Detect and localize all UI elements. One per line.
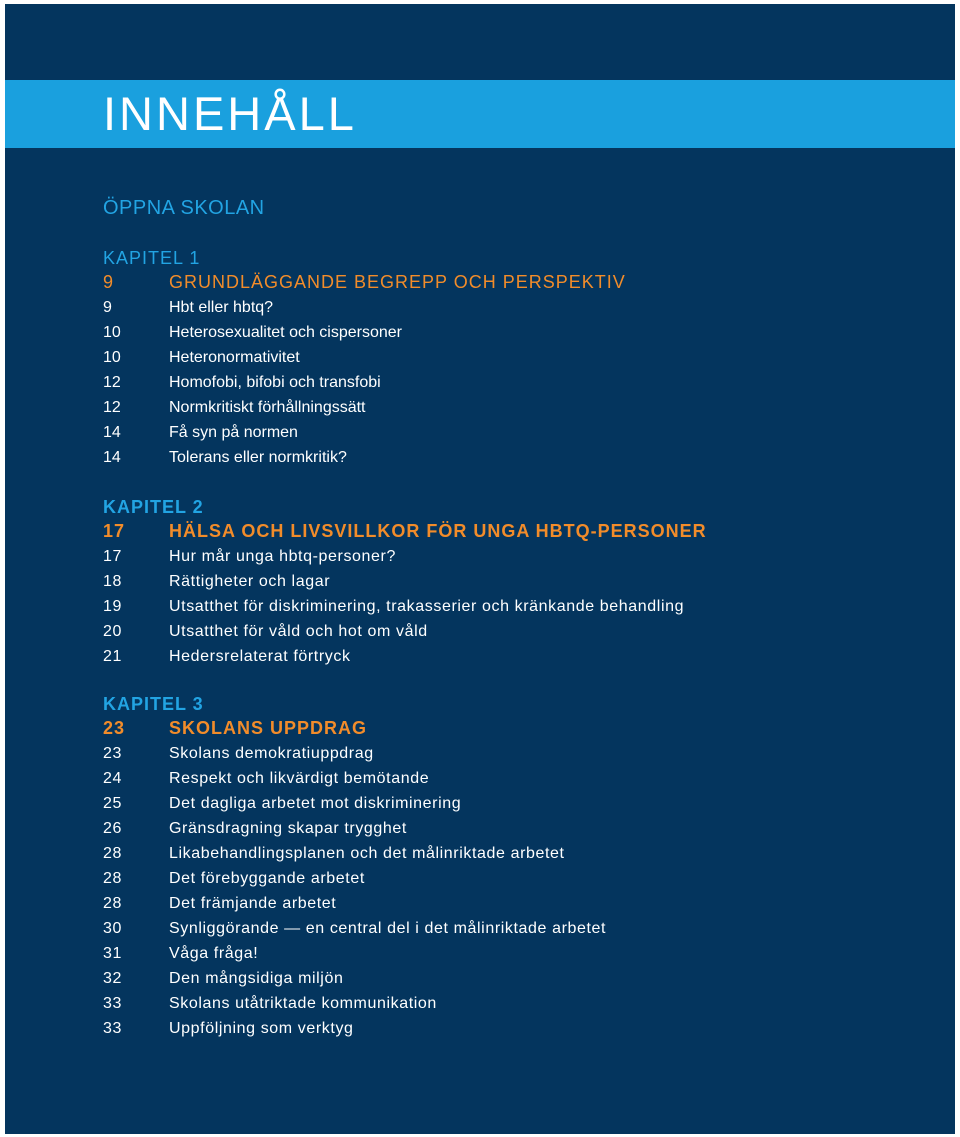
entry-text: Homofobi, bifobi och transfobi (169, 374, 381, 391)
entry-text: Våga fråga! (169, 945, 259, 962)
toc-entry[interactable] (103, 866, 863, 891)
page-number: 12 (103, 399, 121, 416)
entry-text: Likabehandlingsplanen och det målinriktade arbetet (169, 845, 565, 862)
toc-entry[interactable] (103, 766, 863, 791)
page-number: 9 (103, 272, 115, 292)
section-title: ÖPPNA SKOLAN (103, 197, 265, 219)
toc-entry[interactable] (103, 741, 863, 766)
page-number: 23 (103, 718, 126, 738)
entry-text: Hbt eller hbtq? (169, 299, 274, 316)
entry-text: Tolerans eller normkritik? (169, 449, 347, 466)
page-number: 26 (103, 820, 122, 837)
entry-text: Det dagliga arbetet mot diskriminering (169, 795, 462, 812)
page-number: 12 (103, 374, 121, 391)
entry-text: Heteronormativitet (169, 349, 300, 366)
entry-text: Rättigheter och lagar (169, 573, 331, 590)
toc-entry[interactable] (103, 644, 863, 669)
page-number: 14 (103, 449, 121, 466)
entry-text: Normkritiskt förhållningssätt (169, 399, 366, 416)
page-number: 19 (103, 598, 122, 615)
page-number: 9 (103, 299, 112, 316)
page-number: 23 (103, 745, 122, 762)
toc-entry[interactable] (103, 295, 863, 320)
toc-chapter-heading[interactable] (103, 716, 863, 741)
chapter-2 (103, 495, 863, 669)
toc-entry[interactable] (103, 569, 863, 594)
page-number: 24 (103, 770, 122, 787)
page-title: INNEHÅLL (103, 87, 357, 140)
toc-entry[interactable] (103, 320, 863, 345)
page-number: 18 (103, 573, 122, 590)
toc-entry[interactable] (103, 991, 863, 1016)
toc-chapter-heading[interactable] (103, 519, 863, 544)
chapter-3 (103, 692, 863, 1041)
entry-text: Uppföljning som verktyg (169, 1020, 354, 1037)
page-number: 28 (103, 870, 122, 887)
toc-entry[interactable] (103, 966, 863, 991)
entry-text: Utsatthet för diskriminering, trakasserier och kränkande behandling (169, 598, 685, 615)
page-number: 31 (103, 945, 122, 962)
toc-entry[interactable] (103, 594, 863, 619)
toc-entry[interactable] (103, 370, 863, 395)
entry-text: Hedersrelaterat förtryck (169, 648, 351, 665)
entry-text: Respekt och likvärdigt bemötande (169, 770, 430, 787)
page-number: 28 (103, 895, 122, 912)
page-number: 28 (103, 845, 122, 862)
entry-text: Synliggörande — en central del i det målinriktade arbetet (169, 920, 607, 937)
page-number: 33 (103, 1020, 122, 1037)
page-number: 30 (103, 920, 122, 937)
chapter-label: KAPITEL 3 (103, 694, 204, 714)
page-number: 33 (103, 995, 122, 1012)
chapter-label: KAPITEL 2 (103, 497, 204, 517)
heading-text: GRUNDLÄGGANDE BEGREPP OCH PERSPEKTIV (169, 272, 626, 292)
page-number: 32 (103, 970, 122, 987)
toc-entry[interactable] (103, 544, 863, 569)
heading-text: HÄLSA OCH LIVSVILLKOR FÖR UNGA HBTQ-PERSONER (169, 521, 707, 541)
page-number: 20 (103, 623, 122, 640)
entry-text: Hur mår unga hbtq-personer? (169, 548, 396, 565)
page-number: 10 (103, 324, 121, 341)
toc-entry[interactable] (103, 1016, 863, 1041)
entry-text: Få syn på normen (169, 424, 298, 441)
toc-chapter-heading[interactable] (103, 270, 863, 295)
heading-text: SKOLANS UPPDRAG (169, 718, 368, 738)
toc-entry[interactable] (103, 420, 863, 445)
entry-text: Heterosexualitet och cispersoner (169, 324, 403, 341)
page-number: 17 (103, 548, 122, 565)
toc-entry[interactable] (103, 941, 863, 966)
entry-text: Skolans demokratiuppdrag (169, 745, 374, 762)
toc-entry[interactable] (103, 816, 863, 841)
chapter-1 (103, 246, 863, 470)
page-number: 14 (103, 424, 121, 441)
chapter-label: KAPITEL 1 (103, 248, 201, 268)
page-number: 25 (103, 795, 122, 812)
page-number: 21 (103, 648, 122, 665)
entry-text: Det förebyggande arbetet (169, 870, 365, 887)
toc-entry[interactable] (103, 395, 863, 420)
toc-entry[interactable] (103, 445, 863, 470)
entry-text: Den mångsidiga miljön (169, 970, 344, 987)
toc-entry[interactable] (103, 841, 863, 866)
entry-text: Det främjande arbetet (169, 895, 337, 912)
toc-entry[interactable] (103, 619, 863, 644)
toc-entry[interactable] (103, 791, 863, 816)
entry-text: Utsatthet för våld och hot om våld (169, 623, 428, 640)
entry-text: Skolans utåtriktade kommunikation (169, 995, 437, 1012)
page-number: 10 (103, 349, 121, 366)
entry-text: Gränsdragning skapar trygghet (169, 820, 407, 837)
page-number: 17 (103, 521, 126, 541)
toc-entry[interactable] (103, 891, 863, 916)
toc-entry[interactable] (103, 345, 863, 370)
toc-entry[interactable] (103, 916, 863, 941)
